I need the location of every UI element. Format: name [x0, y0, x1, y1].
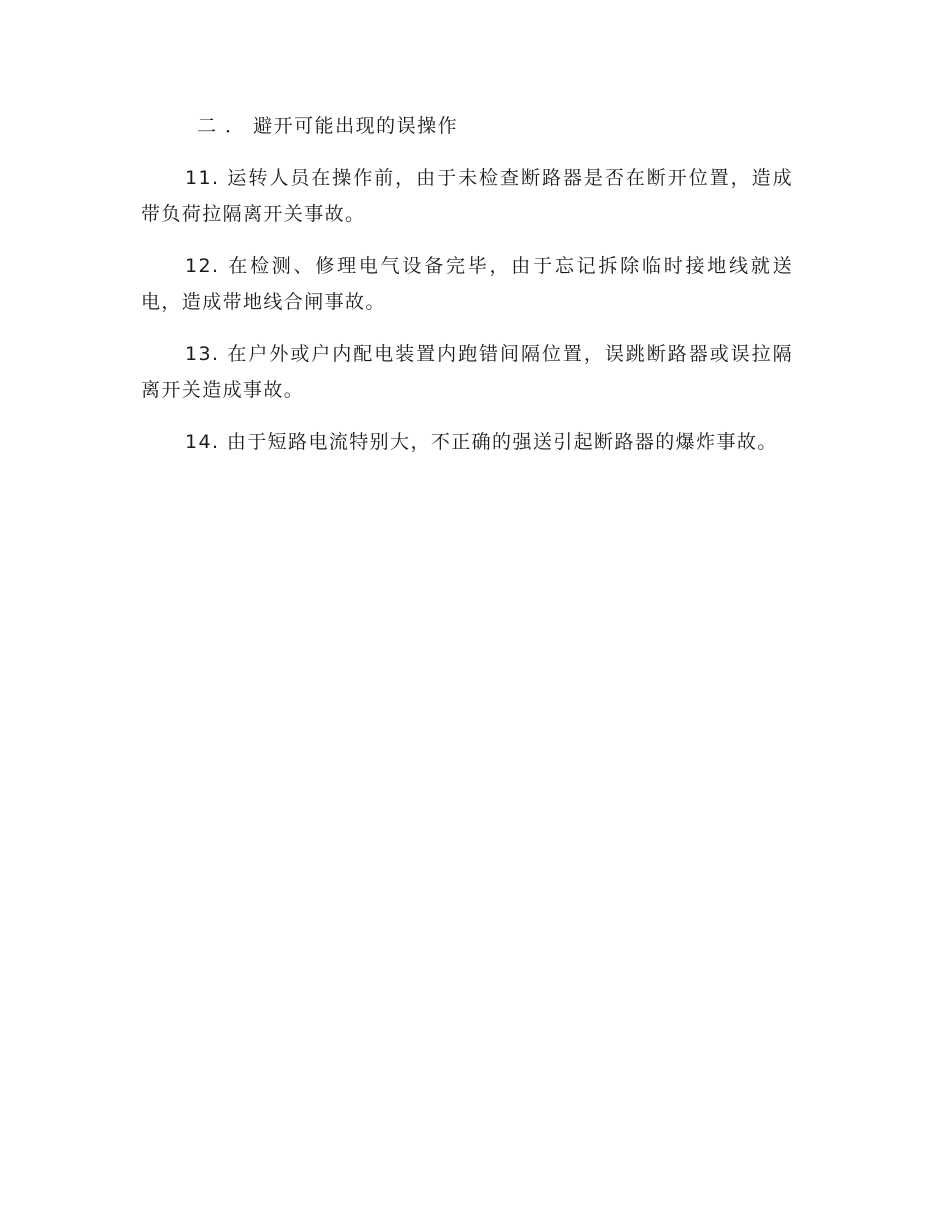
paragraph-12: 12. 在检测、修理电气设备完毕，由于忘记拆除临时接地线就送电，造成带地线合闸事故。 — [141, 255, 793, 313]
paragraph-13: 13. 在户外或户内配电装置内跑错间隔位置，误跳断路器或误拉隔离开关造成事故。 — [141, 343, 793, 401]
section-heading: 二 ． 避开可能出现的误操作 — [197, 115, 459, 137]
paragraph-14: 14. 由于短路电流特别大，不正确的强送引起断路器的爆炸事故。 — [185, 431, 778, 453]
paragraph-11: 11. 运转人员在操作前，由于未检查断路器是否在断开位置，造成带负荷拉隔离开关事故。 — [141, 167, 793, 225]
document-body — [141, 108, 793, 476]
